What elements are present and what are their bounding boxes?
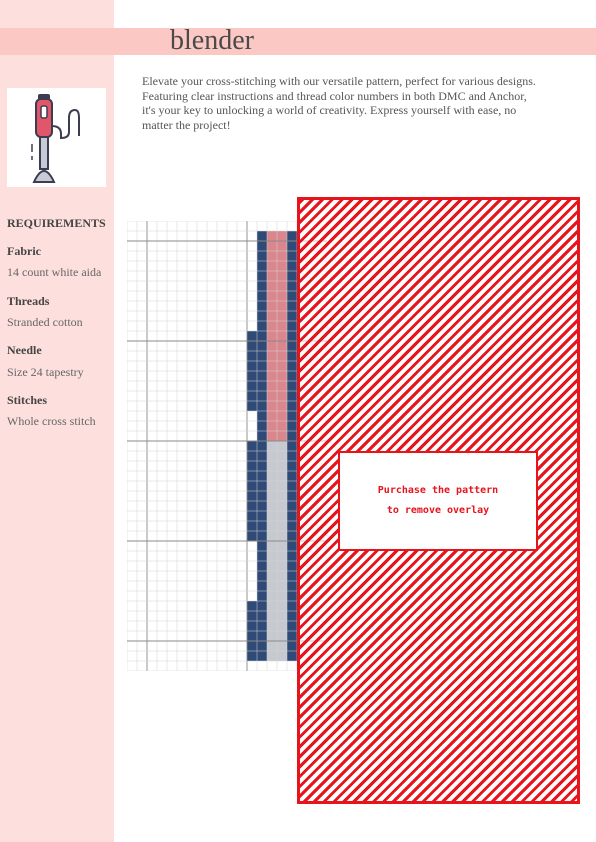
stitch-cell — [287, 321, 297, 331]
stitch-cell — [247, 511, 257, 521]
stitches-value: Whole cross stitch — [7, 414, 96, 428]
stitch-cell — [267, 471, 277, 481]
stitch-cell — [287, 231, 297, 241]
stitch-cell — [277, 361, 287, 371]
stitch-cell — [247, 521, 257, 531]
page-title: blender — [170, 25, 254, 56]
stitch-cell — [257, 491, 267, 501]
stitch-cell — [257, 251, 267, 261]
stitch-cell — [277, 311, 287, 321]
stitch-cell — [257, 521, 267, 531]
stitch-cell — [277, 321, 287, 331]
stitch-cell — [247, 531, 257, 541]
stitch-cell — [287, 651, 297, 661]
stitch-cell — [287, 491, 297, 501]
stitch-cell — [267, 591, 277, 601]
stitch-cell — [287, 641, 297, 651]
stitch-cell — [267, 411, 277, 421]
fabric-label: Fabric — [7, 244, 41, 258]
stitch-cell — [287, 541, 297, 551]
stitch-cell — [267, 371, 277, 381]
stitch-cell — [257, 291, 267, 301]
stitch-cell — [277, 501, 287, 511]
stitch-cell — [257, 281, 267, 291]
stitch-cell — [277, 561, 287, 571]
stitch-cell — [277, 581, 287, 591]
stitch-cell — [257, 641, 267, 651]
stitch-cell — [287, 401, 297, 411]
stitch-cell — [257, 651, 267, 661]
stitch-cell — [257, 331, 267, 341]
stitch-cell — [287, 511, 297, 521]
stitch-cell — [287, 571, 297, 581]
stitch-cell — [267, 321, 277, 331]
threads-label: Threads — [7, 294, 50, 308]
stitch-cell — [257, 351, 267, 361]
stitch-cell — [257, 381, 267, 391]
stitch-cell — [277, 251, 287, 261]
stitch-cell — [257, 321, 267, 331]
stitch-cell — [257, 451, 267, 461]
stitch-cell — [277, 611, 287, 621]
stitch-cell — [257, 591, 267, 601]
stitch-cell — [247, 611, 257, 621]
stitch-cell — [277, 271, 287, 281]
stitch-cell — [287, 631, 297, 641]
stitch-cell — [267, 271, 277, 281]
stitch-cell — [257, 541, 267, 551]
stitch-cell — [247, 401, 257, 411]
stitch-cell — [257, 581, 267, 591]
stitch-cell — [287, 451, 297, 461]
stitch-cell — [287, 371, 297, 381]
stitch-cell — [247, 621, 257, 631]
stitch-cell — [277, 571, 287, 581]
stitch-cell — [277, 651, 287, 661]
stitch-cell — [287, 251, 297, 261]
stitch-cell — [277, 491, 287, 501]
stitch-cell — [257, 311, 267, 321]
stitch-cell — [277, 441, 287, 451]
stitch-cell — [277, 301, 287, 311]
product-thumbnail — [7, 88, 106, 187]
stitch-cell — [277, 601, 287, 611]
stitch-cell — [247, 391, 257, 401]
stitch-cell — [267, 301, 277, 311]
stitch-cell — [267, 611, 277, 621]
purchase-line-2: to remove overlay — [386, 505, 490, 516]
stitch-cell — [257, 371, 267, 381]
stitch-cell — [267, 391, 277, 401]
stitch-cell — [257, 361, 267, 371]
stitch-cell — [247, 341, 257, 351]
stitch-cell — [267, 331, 277, 341]
stitch-cell — [247, 351, 257, 361]
stitch-cell — [277, 241, 287, 251]
stitch-cell — [267, 311, 277, 321]
purchase-notice[interactable] — [338, 451, 538, 551]
stitch-cell — [287, 471, 297, 481]
stitch-cell — [257, 421, 267, 431]
pattern-description: Elevate your cross-stitching with our versatile pattern, perfect for various designs. Featuring clear instructions and thread color numbers in both DMC and Anchor, it's your key to unlocking a world of creativity. Express yourself with ease, no matter the project! — [142, 74, 536, 132]
stitch-cell — [277, 461, 287, 471]
title-band — [0, 28, 596, 55]
stitch-cell — [277, 261, 287, 271]
stitch-cell — [277, 371, 287, 381]
stitch-cell — [267, 651, 277, 661]
stitch-cell — [267, 561, 277, 571]
stitch-cell — [277, 511, 287, 521]
hand-blender-icon — [7, 88, 106, 187]
stitch-cell — [257, 511, 267, 521]
stitch-cell — [247, 331, 257, 341]
stitch-cell — [267, 241, 277, 251]
stitch-cell — [277, 421, 287, 431]
needle-label: Needle — [7, 343, 42, 357]
stitch-cell — [257, 431, 267, 441]
stitch-cell — [267, 291, 277, 301]
stitch-cell — [257, 261, 267, 271]
stitch-cell — [267, 571, 277, 581]
stitch-cell — [277, 591, 287, 601]
stitch-cell — [287, 581, 297, 591]
stitch-cell — [287, 301, 297, 311]
stitch-cell — [277, 451, 287, 461]
stitch-cell — [247, 491, 257, 501]
stitch-cell — [267, 261, 277, 271]
stitch-cell — [267, 451, 277, 461]
stitch-cell — [267, 551, 277, 561]
stitch-cell — [277, 541, 287, 551]
stitch-cell — [267, 531, 277, 541]
stitch-cell — [277, 521, 287, 531]
stitch-cell — [267, 251, 277, 261]
stitch-cell — [287, 481, 297, 491]
stitch-cell — [287, 441, 297, 451]
stitch-cell — [257, 621, 267, 631]
stitch-cell — [267, 361, 277, 371]
stitch-cell — [257, 411, 267, 421]
stitch-cell — [287, 361, 297, 371]
stitch-cell — [277, 381, 287, 391]
stitch-cell — [247, 651, 257, 661]
stitch-cell — [287, 601, 297, 611]
stitch-cell — [287, 621, 297, 631]
stitch-cell — [287, 611, 297, 621]
stitch-cell — [267, 621, 277, 631]
stitch-cell — [287, 531, 297, 541]
stitch-cell — [247, 601, 257, 611]
stitch-cell — [267, 631, 277, 641]
stitch-cell — [257, 231, 267, 241]
stitch-cell — [267, 521, 277, 531]
stitch-cell — [257, 341, 267, 351]
stitch-cell — [247, 501, 257, 511]
stitch-cell — [277, 391, 287, 401]
stitch-cell — [267, 461, 277, 471]
stitch-cell — [287, 431, 297, 441]
stitch-cell — [247, 441, 257, 451]
stitch-cell — [277, 621, 287, 631]
stitch-cell — [257, 461, 267, 471]
stitch-cell — [287, 341, 297, 351]
stitch-cell — [277, 481, 287, 491]
stitch-cell — [267, 641, 277, 651]
stitch-cell — [267, 381, 277, 391]
stitch-cell — [277, 351, 287, 361]
stitch-cell — [247, 471, 257, 481]
stitch-cell — [267, 351, 277, 361]
stitch-cell — [287, 421, 297, 431]
stitch-cell — [287, 551, 297, 561]
stitch-cell — [257, 471, 267, 481]
stitch-cell — [287, 391, 297, 401]
stitch-cell — [267, 341, 277, 351]
stitch-cell — [277, 341, 287, 351]
stitch-cell — [267, 431, 277, 441]
stitch-cell — [267, 421, 277, 431]
stitch-cell — [287, 351, 297, 361]
threads-value: Stranded cotton — [7, 315, 83, 329]
fabric-value: 14 count white aida — [7, 265, 102, 279]
stitch-cell — [277, 641, 287, 651]
stitch-cell — [257, 271, 267, 281]
stitch-cell — [287, 591, 297, 601]
stitch-cell — [247, 461, 257, 471]
stitch-cell — [257, 631, 267, 641]
stitch-cell — [277, 411, 287, 421]
requirements-heading: REQUIREMENTS — [7, 216, 106, 230]
stitch-cell — [247, 371, 257, 381]
stitch-cell — [287, 291, 297, 301]
stitch-cell — [267, 441, 277, 451]
stitch-cell — [257, 571, 267, 581]
stitch-cell — [277, 631, 287, 641]
stitch-cell — [267, 541, 277, 551]
stitch-cell — [267, 231, 277, 241]
stitch-cell — [257, 391, 267, 401]
stitch-cell — [287, 461, 297, 471]
stitch-cell — [287, 261, 297, 271]
stitch-cell — [247, 361, 257, 371]
stitch-cell — [267, 511, 277, 521]
stitch-cell — [257, 401, 267, 411]
stitch-cell — [287, 411, 297, 421]
stitch-cell — [287, 281, 297, 291]
stitch-cell — [257, 531, 267, 541]
stitch-cell — [267, 501, 277, 511]
stitch-cell — [277, 471, 287, 481]
stitch-cell — [257, 241, 267, 251]
stitch-cell — [267, 401, 277, 411]
stitch-cell — [257, 501, 267, 511]
stitch-cell — [247, 451, 257, 461]
stitch-cell — [247, 481, 257, 491]
stitch-cell — [277, 531, 287, 541]
stitch-cell — [287, 331, 297, 341]
stitch-cell — [277, 231, 287, 241]
stitch-cell — [277, 291, 287, 301]
stitch-cell — [267, 481, 277, 491]
stitch-cell — [257, 561, 267, 571]
stitch-cell — [257, 551, 267, 561]
stitch-cell — [247, 631, 257, 641]
stitch-cell — [267, 601, 277, 611]
stitch-cell — [277, 431, 287, 441]
stitch-cell — [247, 381, 257, 391]
stitch-cell — [287, 241, 297, 251]
stitches-label: Stitches — [7, 393, 47, 407]
stitch-cell — [257, 481, 267, 491]
stitch-cell — [257, 611, 267, 621]
stitch-cell — [267, 491, 277, 501]
stitch-cell — [277, 401, 287, 411]
stitch-cell — [257, 301, 267, 311]
needle-value: Size 24 tapestry — [7, 365, 84, 379]
stitch-cell — [277, 331, 287, 341]
stitch-cell — [287, 521, 297, 531]
stitch-cell — [287, 501, 297, 511]
stitch-cell — [277, 551, 287, 561]
stitch-cell — [277, 281, 287, 291]
stitch-cell — [287, 381, 297, 391]
stitch-cell — [257, 601, 267, 611]
stitch-cell — [287, 311, 297, 321]
stitch-cell — [287, 561, 297, 571]
stitch-cell — [247, 641, 257, 651]
stitch-cell — [267, 281, 277, 291]
purchase-line-1: Purchase the pattern — [377, 485, 499, 496]
stitch-cell — [257, 441, 267, 451]
stitch-cell — [287, 271, 297, 281]
stitch-cell — [267, 581, 277, 591]
